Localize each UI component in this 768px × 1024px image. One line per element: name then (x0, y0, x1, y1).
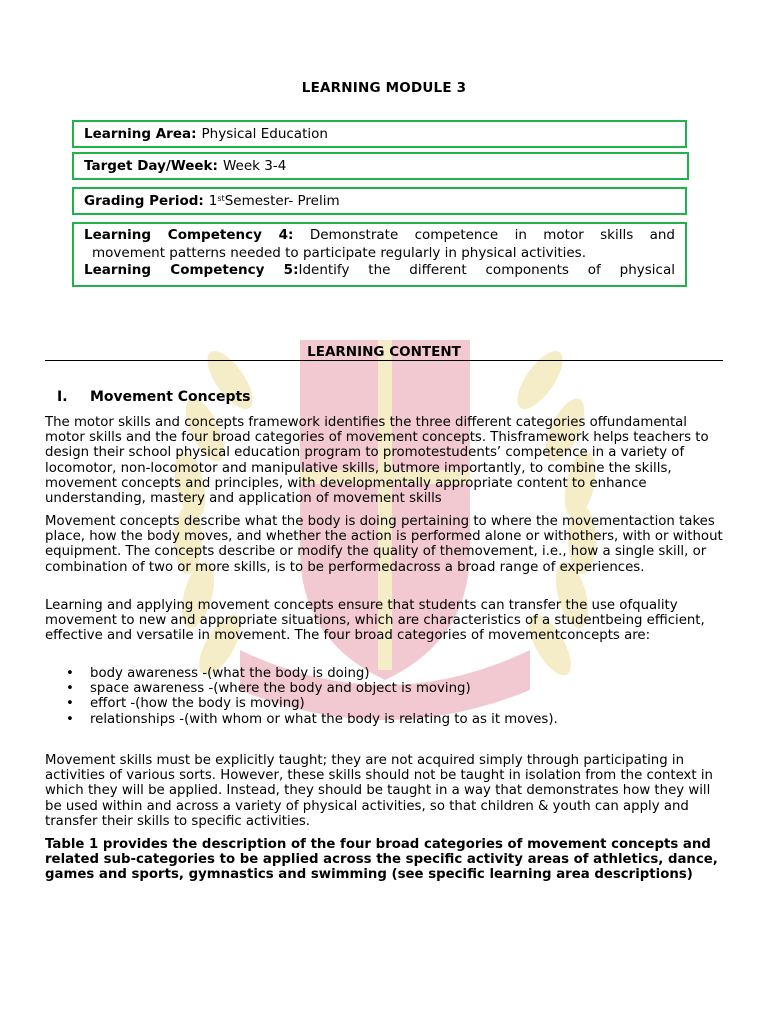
module-title: LEARNING MODULE 3 (301, 80, 467, 96)
list-item-text: effort -(how the body is moving) (90, 696, 305, 712)
list-item-text: relationships -(with whom or what the body is relating to as it moves). (90, 711, 558, 727)
competency-4-text: Demonstrate competence in motor skills and (309, 227, 676, 243)
movement-concepts-list (45, 666, 725, 727)
section-number: I. (57, 389, 68, 405)
bullet-icon: • (66, 711, 74, 727)
competency-4-continuation: movement patterns needed to participate regularly in physical activities. (92, 244, 586, 261)
section-title: Movement Concepts (90, 389, 251, 405)
grading-period-number: 1 (208, 193, 218, 209)
bullet-icon: • (66, 696, 74, 712)
list-item-text: space awareness -(where the body and object is moving) (90, 681, 471, 697)
grading-period-value: Semester- Prelim (224, 193, 340, 209)
target-week-label: Target Day/Week: (84, 158, 218, 174)
target-week-value: Week 3-4 (222, 158, 287, 174)
competency-4-line (84, 227, 675, 245)
target-week-box (72, 152, 689, 180)
paragraph-motor-skills-framework: The motor skills and concepts framework identifies the three different categories offundamental motor skills and the four broad categories of movement concepts. Thisframework helps teachers to design their school physical education program to promotestudents’ competence in a variety of locomotor, non-locomotor and manipulative skills, butmore importantly, to combine the skills, movement concepts and principles, with developmentally appropriate content to enhance understanding, mastery and application of movement skills (45, 415, 709, 507)
learning-competency-box (72, 222, 687, 287)
list-item (45, 681, 725, 696)
bullet-icon: • (66, 681, 74, 697)
bullet-icon: • (66, 666, 74, 681)
list-item (45, 696, 725, 711)
paragraph-movement-skills: Movement skills must be explicitly taught; they are not acquired simply through participating in activities of various sorts. However, these skills should not be taught in isolation from the context in which they will be applied. Instead, they should be taught in a way that demonstrates how they will be used within and across a variety of physical activities, so that children & youth can apply and transfer their skills to specific activities. (45, 753, 713, 829)
section-heading (57, 389, 251, 405)
learning-area-label: Learning Area: (84, 126, 197, 142)
grading-period-ordinal: st (217, 193, 225, 203)
paragraph-table-1-description: Table 1 provides the description of the four broad categories of movement concepts and related sub-categories to be applied across the specific activity areas of athletics, dance, games and sports, gymnastics and swimming (see specific learning area descriptions) (45, 837, 718, 883)
competency-5-line (84, 262, 675, 280)
grading-period-label: Grading Period: (84, 193, 204, 209)
list-item-text: body awareness -(what the body is doing) (90, 666, 370, 681)
section-divider (45, 360, 723, 361)
list-item (45, 666, 725, 681)
learning-area-value: Physical Education (201, 126, 328, 142)
competency-4-label: Learning Competency 4: (84, 227, 294, 243)
competency-5-label: Learning Competency 5: (84, 262, 299, 278)
grading-period-box (72, 187, 687, 215)
list-item (45, 712, 725, 727)
paragraph-movement-concepts: Movement concepts describe what the body is doing pertaining to where the movementaction takes place, how the body moves, and whether the action is performed alone or withothers, with or without equipment. The concepts describe or modify the quality of themovement, i.e., how a single skill, or combination of two or more skills, is to be performedacross a broad range of experiences. (45, 514, 723, 575)
learning-content-title: LEARNING CONTENT (307, 344, 461, 360)
learning-area-box (72, 120, 687, 148)
competency-5-text: Identify the different components of physical (298, 262, 675, 278)
paragraph-applying-concepts: Learning and applying movement concepts ensure that students can transfer the use ofquality movement to new and appropriate situations, which are characteristics of a studentbeing efficient, effective and versatile in movement. The four broad categories of movementconcepts are: (45, 598, 705, 644)
